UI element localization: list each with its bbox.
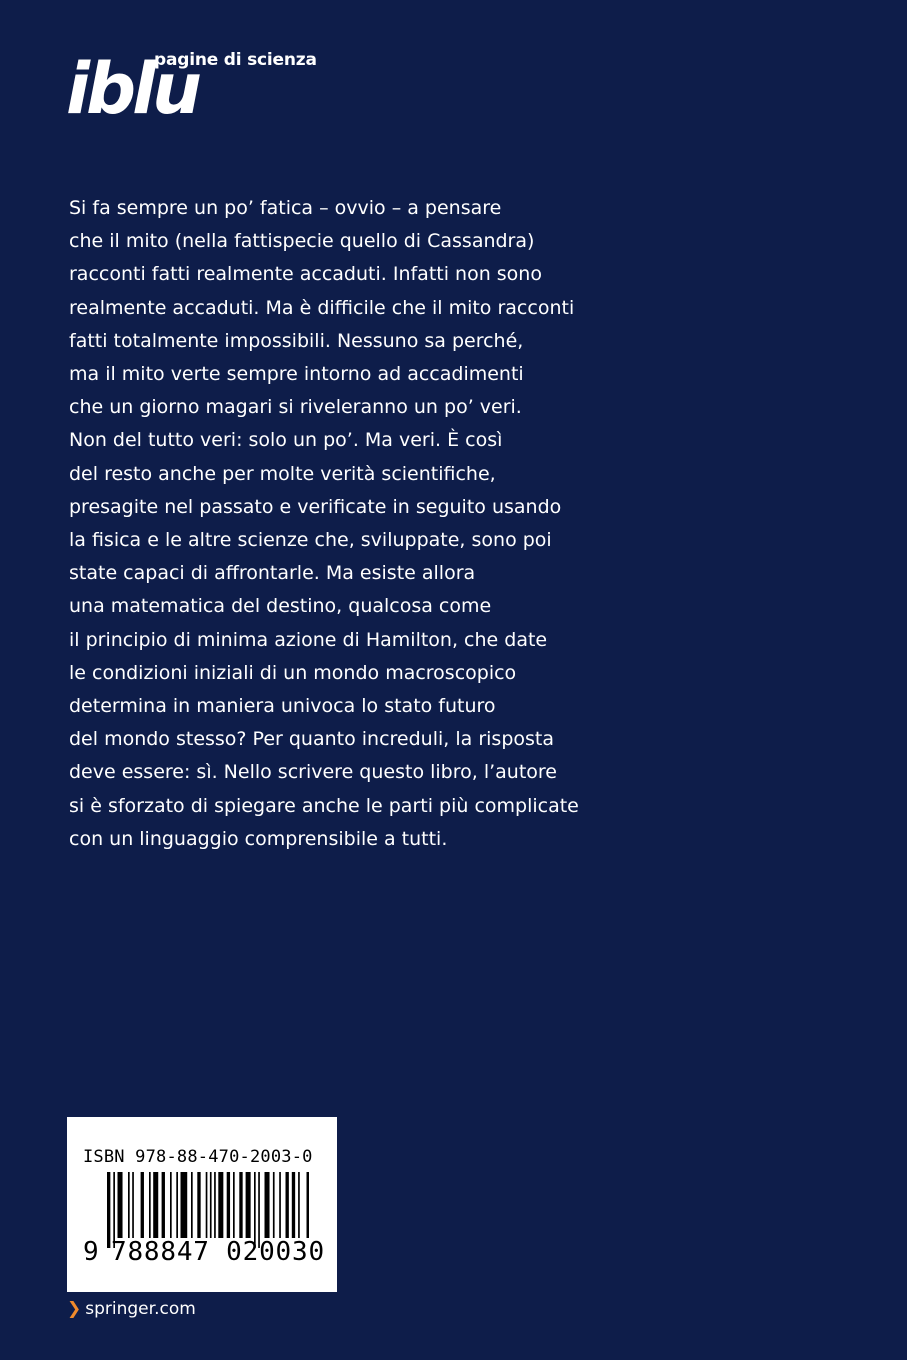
blurb-line: Non del tutto veri: solo un po’. Ma veri. È così <box>69 429 503 452</box>
isbn-barcode-panel <box>67 1117 337 1292</box>
barcode-bar <box>214 1172 216 1238</box>
blurb-line: del resto anche per molte verità scientifiche, <box>69 462 496 485</box>
barcode-bar <box>132 1172 134 1238</box>
blurb-line: Si fa sempre un po’ fatica – ovvio – a pensare <box>69 197 502 219</box>
barcode-lead-digit: 9 <box>83 1237 99 1267</box>
blurb-line: ma il mito verte sempre intorno ad accadimenti <box>69 363 524 386</box>
blurb-line: deve essere: sì. Nello scrivere questo libro, l’autore <box>69 761 557 784</box>
blurb-line: determina in maniera univoca lo stato futuro <box>69 695 496 718</box>
barcode-bar <box>292 1172 295 1238</box>
back-cover-blurb <box>69 192 669 856</box>
barcode-bar <box>273 1172 275 1238</box>
barcode-bar <box>286 1172 289 1238</box>
barcode-bar <box>128 1172 130 1238</box>
barcode-bar <box>233 1172 235 1238</box>
barcode-bar <box>239 1172 242 1238</box>
blurb-line: il principio di minima azione di Hamilton, che date <box>69 628 548 651</box>
barcode-bar <box>279 1172 281 1238</box>
blurb-line: che il mito (nella fattispecie quello di Cassandra) <box>69 230 535 253</box>
barcode-bar <box>191 1172 193 1238</box>
barcode-bar <box>149 1172 151 1238</box>
barcode-bar <box>210 1172 212 1238</box>
barcode-digits: 788847 020030 <box>111 1237 325 1267</box>
series-logo <box>66 48 326 130</box>
blurb-line: si è sforzato di spiegare anche le parti più complicate <box>69 794 579 817</box>
barcode-bar <box>227 1172 230 1238</box>
blurb-line: che un giorno magari si riveleranno un po’ veri. <box>69 396 522 419</box>
chevron-right-icon: ❯ <box>67 1299 82 1319</box>
barcode-bar <box>265 1172 270 1238</box>
blurb-line: una matematica del destino, qualcosa come <box>69 595 492 618</box>
blurb-line: racconti fatti realmente accaduti. Infatti non sono <box>69 263 542 286</box>
barcode-bar <box>218 1172 223 1238</box>
website-text: springer.com <box>85 1299 196 1319</box>
barcode-bar <box>197 1172 200 1238</box>
blurb-line: le condizioni iniziali di un mondo macroscopico <box>69 661 517 684</box>
barcode-bar <box>246 1172 251 1238</box>
barcode-bar <box>153 1172 158 1238</box>
barcode-bar <box>170 1172 172 1238</box>
barcode-bar <box>206 1172 208 1238</box>
barcode-bar <box>141 1172 144 1238</box>
barcode-bar <box>307 1172 310 1238</box>
barcode-bar <box>118 1172 123 1238</box>
publisher-website-link[interactable] <box>67 1298 196 1320</box>
barcode-bar <box>162 1172 165 1238</box>
blurb-line: con un linguaggio comprensibile a tutti. <box>69 827 448 850</box>
isbn-label: ISBN 978-88-470-2003-0 <box>83 1147 313 1167</box>
barcode-bar <box>298 1172 300 1238</box>
logo-tagline: pagine di scienza <box>154 50 317 70</box>
blurb-line: del mondo stesso? Per quanto increduli, la risposta <box>69 728 554 751</box>
logo-wordmark: iblu <box>66 48 198 130</box>
blurb-line: fatti totalmente impossibili. Nessuno sa perché, <box>69 329 524 352</box>
barcode-bar <box>176 1172 178 1238</box>
barcode-bar <box>107 1172 110 1248</box>
blurb-line: presagite nel passato e verificate in seguito usando <box>69 495 562 518</box>
blurb-line: realmente accaduti. Ma è difficile che il mito racconti <box>69 296 575 319</box>
blurb-line: state capaci di affrontarle. Ma esiste allora <box>69 562 476 585</box>
barcode-bar <box>181 1172 188 1238</box>
blurb-line: la fisica e le altre scienze che, sviluppate, sono poi <box>69 529 552 552</box>
